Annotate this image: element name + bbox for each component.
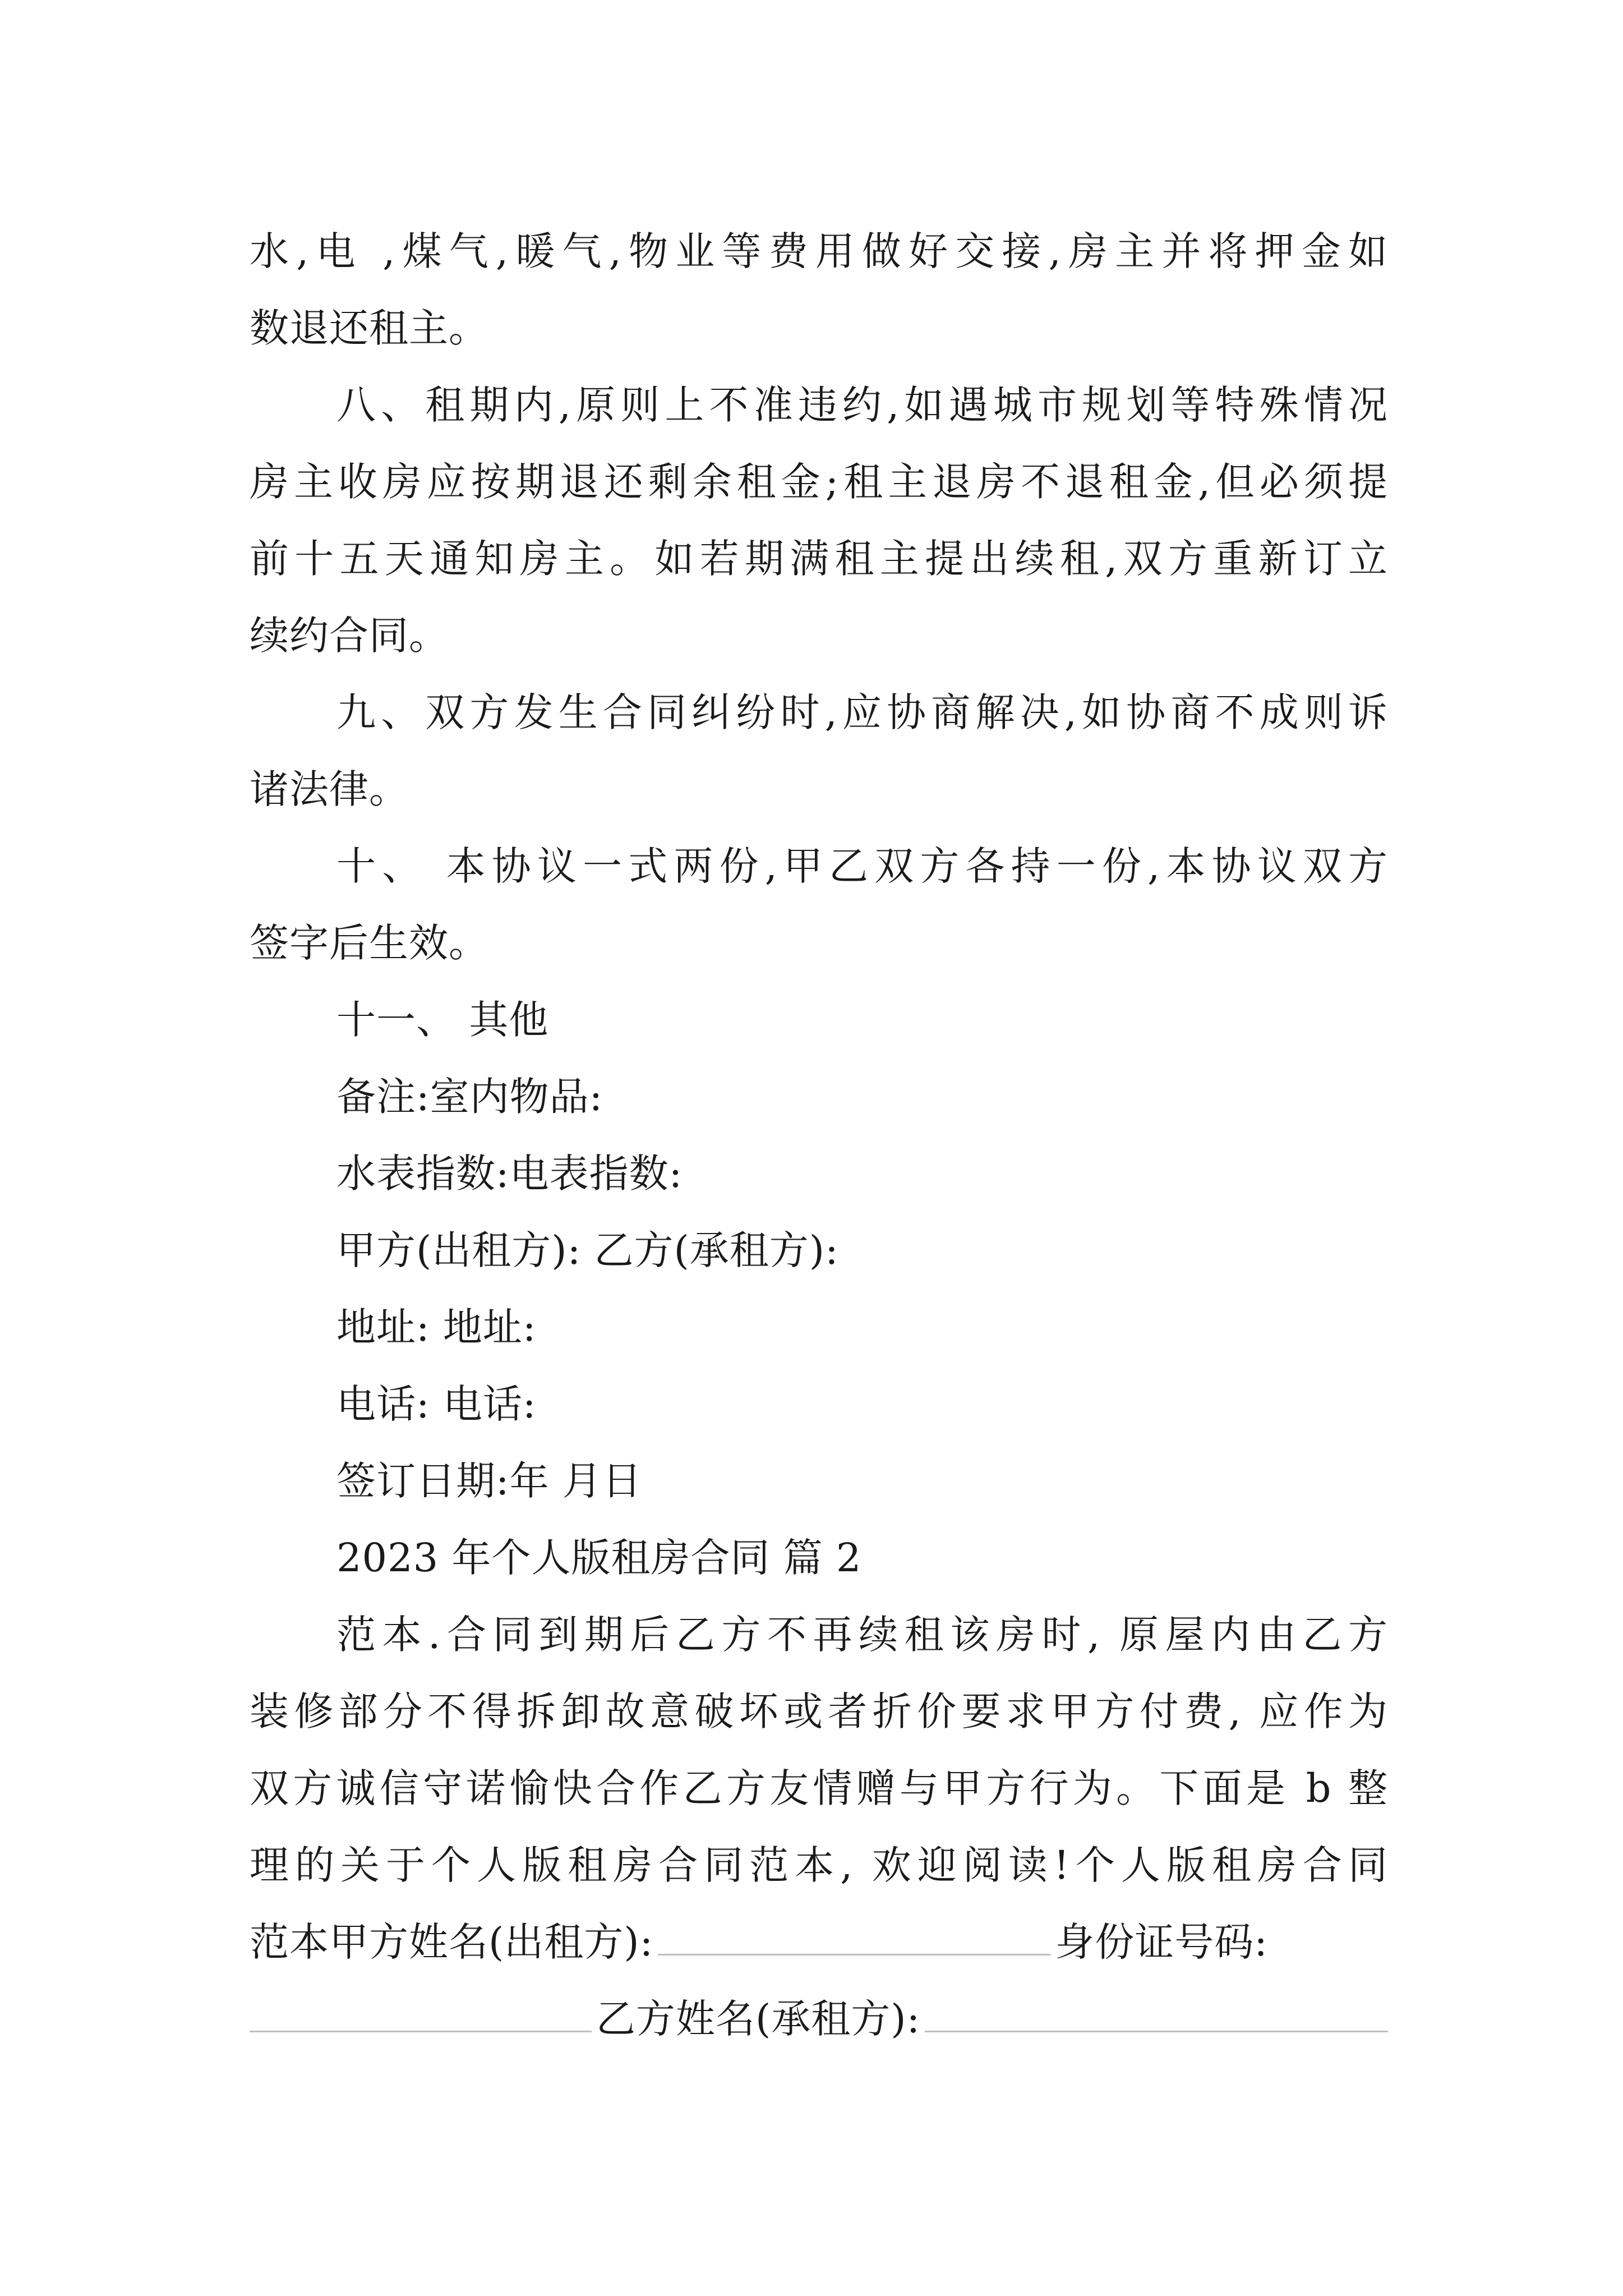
party-a-name-blank xyxy=(658,1915,1050,1955)
id-number-label: 身份证号码: xyxy=(1055,1919,1268,1965)
text-line: 双方诚信守诺愉快合作乙方友情赠与甲方行为。下面是 b 整 xyxy=(250,1765,1388,1811)
text-line: 前十五天通知房主。如若期满租主提出续租,双方重新订立 xyxy=(250,536,1388,582)
party-b-name-blank xyxy=(925,1991,1388,2032)
signature-line-1 xyxy=(250,1904,1388,1981)
text-line: 房主收房应按期退还剩余租金;租主退房不退租金,但必须提 xyxy=(250,459,1388,505)
text-line: 水表指数:电表指数: xyxy=(336,1151,683,1197)
text-line: 诸法律。 xyxy=(250,766,409,812)
signature-line-2 xyxy=(250,1981,1388,2058)
text-line: 签订日期:年 月日 xyxy=(336,1458,642,1504)
text-line: 数退还租主。 xyxy=(250,305,488,351)
text-line: 装修部分不得拆卸故意破坏或者折价要求甲方付费, 应作为 xyxy=(250,1688,1388,1734)
text-line: 十一、 其他 xyxy=(336,997,549,1043)
party-b-name-label: 乙方姓名(承租方): xyxy=(596,1996,921,2042)
text-line: 理的关于个人版租房合同范本, 欢迎阅读!个人版租房合同 xyxy=(250,1842,1388,1888)
text-line: 备注:室内物品: xyxy=(336,1074,603,1120)
text-line: 签字后生效。 xyxy=(250,920,488,966)
text-line: 八、租期内,原则上不准违约,如遇城市规划等特殊情况 xyxy=(336,382,1388,428)
text-line: 九、双方发生合同纠纷时,应协商解决,如协商不成则诉 xyxy=(336,689,1388,735)
text-line: 水,电 ,煤气,暖气,物业等费用做好交接,房主并将押金如 xyxy=(250,228,1388,274)
text-line: 电话: 电话: xyxy=(336,1381,537,1427)
text-line: 续约合同。 xyxy=(250,613,449,659)
party-a-name-label: 范本甲方姓名(出租方): xyxy=(250,1919,654,1965)
document-page xyxy=(250,213,1388,2058)
text-line: 甲方(出租方): 乙方(承租方): xyxy=(336,1227,839,1273)
id-number-blank xyxy=(250,1991,592,2032)
text-line: 范本.合同到期后乙方不再续租该房时, 原屋内由乙方 xyxy=(336,1612,1388,1658)
text-line: 地址: 地址: xyxy=(336,1304,537,1350)
text-line: 十、 本协议一式两份,甲乙双方各持一份,本协议双方 xyxy=(336,843,1388,889)
section-heading: 2023 年个人版租房合同 篇 2 xyxy=(336,1535,862,1581)
